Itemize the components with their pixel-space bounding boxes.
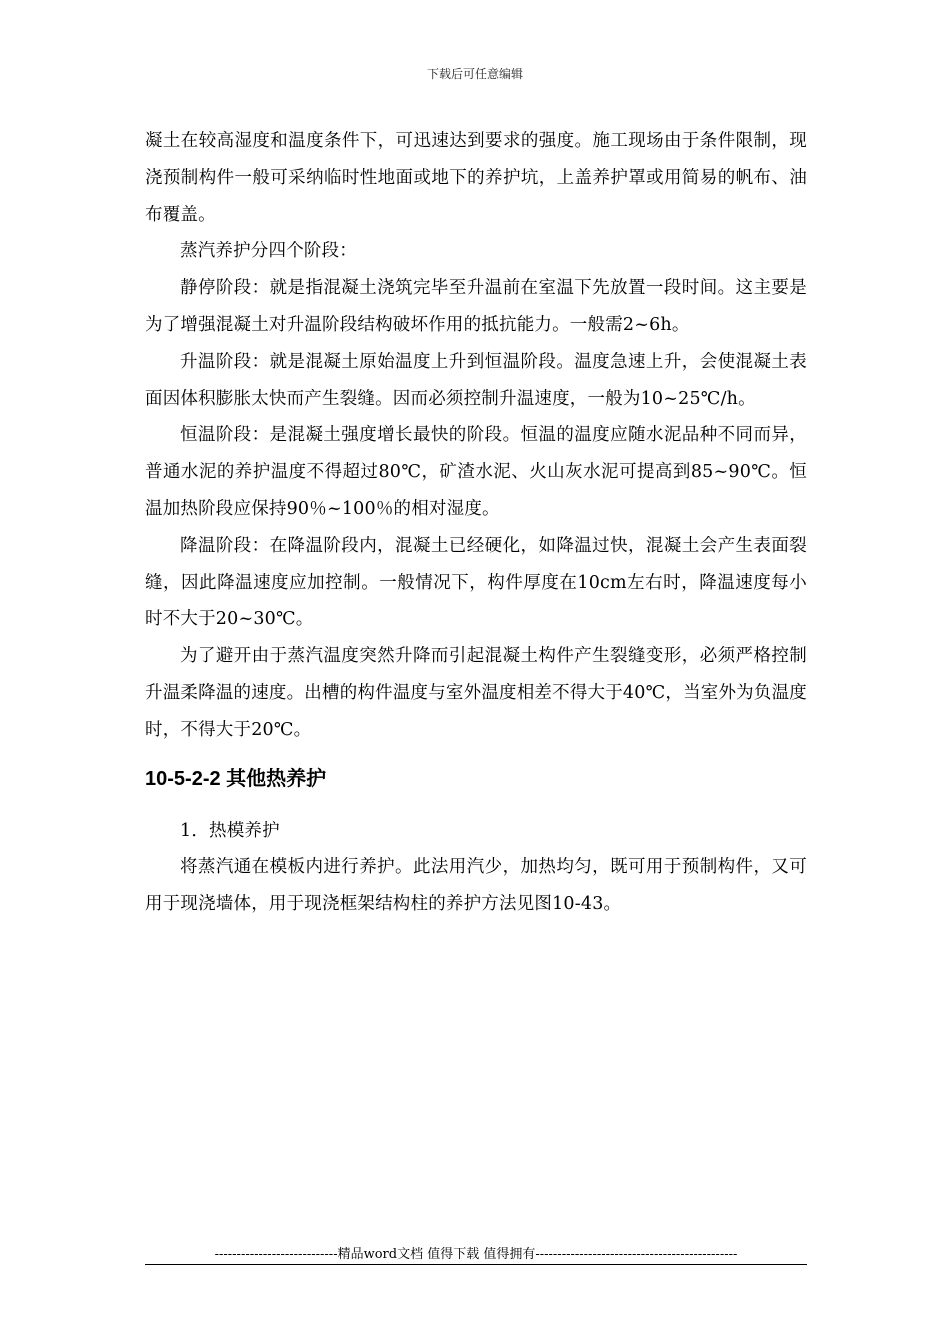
body-paragraph: 静停阶段：就是指混凝土浇筑完毕至升温前在室温下先放置一段时间。这主要是为了增强混凝土对升温阶段结构破坏作用的抵抗能力。一般需2~6h。	[145, 278, 807, 335]
body-paragraph: 为了避开由于蒸汽温度突然升降而引起混凝土构件产生裂缝变形，必须严格控制升温柔降温的速度。出槽的构件温度与室外温度相差不得大于40℃，当室外为负温度时，不得大于20℃。	[145, 646, 807, 740]
paragraph-group-before-heading	[145, 123, 807, 749]
document-body	[145, 123, 807, 923]
body-paragraph: 凝土在较高湿度和温度条件下，可迅速达到要求的强度。施工现场由于条件限制，现浇预制构件一般可采纳临时性地面或地下的养护坑，上盖养护罩或用简易的帆布、油布覆盖。	[145, 131, 807, 225]
body-paragraph: 降温阶段：在降温阶段内，混凝土已经硬化，如降温过快，混凝土会产生表面裂缝，因此降温速度应加控制。一般情况下，构件厚度在10cm左右时，降温速度每小时不大于20~30℃。	[145, 535, 807, 630]
paragraph-group-after-heading	[145, 813, 807, 923]
section-heading: 10-5-2-2 其他热养护	[145, 767, 327, 790]
body-paragraph: 恒温阶段：是混凝土强度增长最快的阶段。恒温的温度应随水泥品种不同而异，普通水泥的养护温度不得超过80℃，矿渣水泥、火山灰水泥可提高到85~90℃。恒温加热阶段应保持90％~100％的相对湿度。	[145, 425, 807, 519]
page-footer: ----------------------------精品word文档 值得下载 值得拥有----------------------------------------------	[145, 1246, 807, 1265]
body-paragraph: 升温阶段：就是混凝土原始温度上升到恒温阶段。温度急速上升，会使混凝土表面因体积膨胀太快而产生裂缝。因而必须控制升温速度，一般为10~25℃/h。	[145, 351, 807, 409]
body-paragraph: 1．热模养护	[180, 820, 280, 841]
body-paragraph: 将蒸汽通在模板内进行养护。此法用汽少，加热均匀，既可用于预制构件，又可用于现浇墙体，用于现浇框架结构柱的养护方法见图10-43。	[145, 857, 807, 915]
body-paragraph: 蒸汽养护分四个阶段：	[180, 241, 357, 262]
page-header-note: 下载后可任意编辑	[426, 67, 523, 81]
